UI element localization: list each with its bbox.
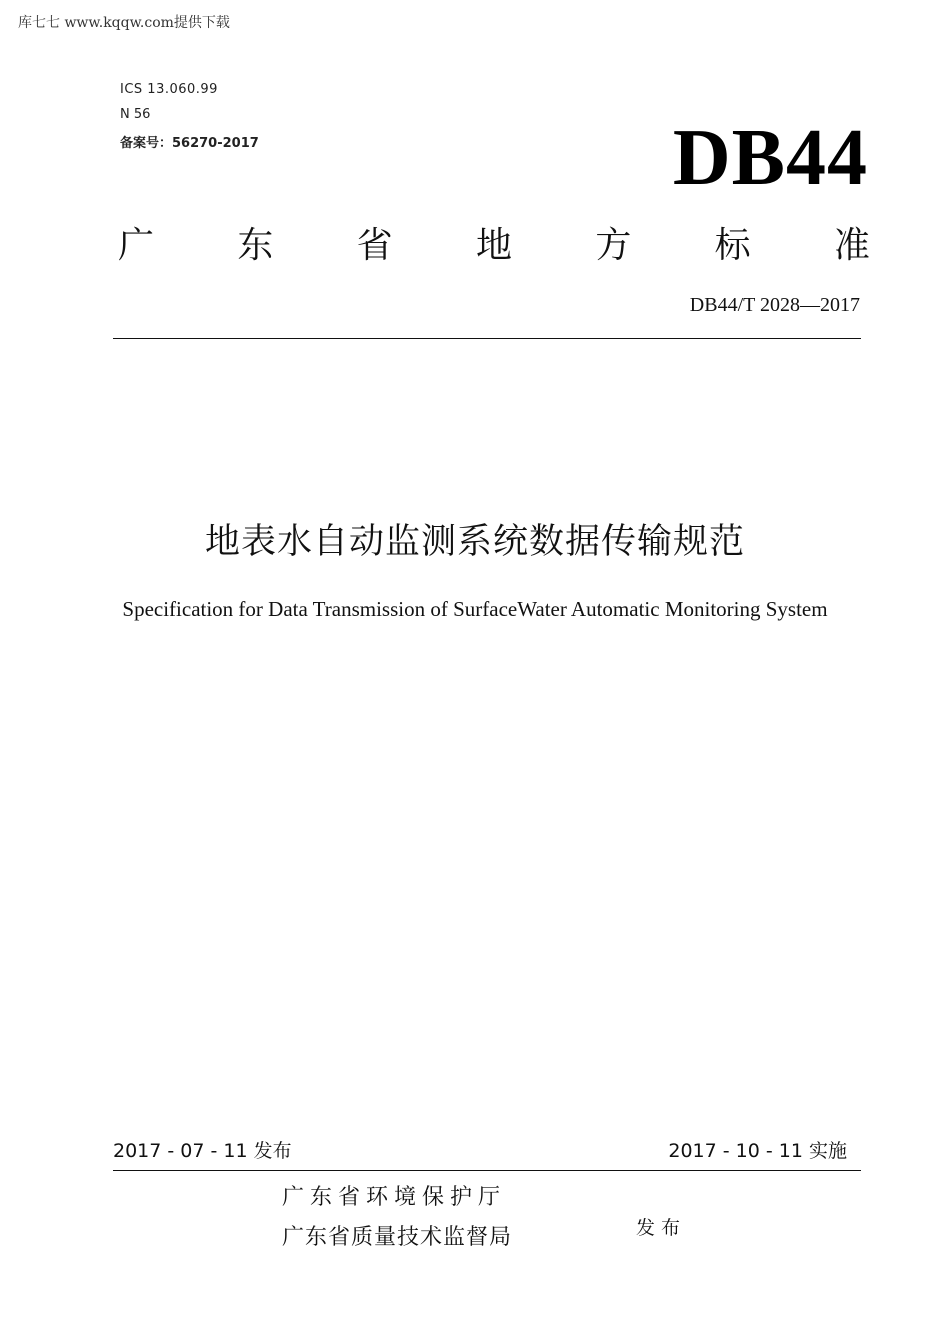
title-english: Specification for Data Transmission of SurfaceWater Automatic Monitoring System xyxy=(122,597,828,621)
standard-type-char: 省 xyxy=(356,225,393,266)
implementation-date: 2017 - 10 - 11 实施 xyxy=(668,1140,847,1162)
watermark-text: 库七七 www.kqqw.com提供下载 xyxy=(18,15,230,31)
issuer-quality-bureau: 广东省质量技术监督局 xyxy=(282,1225,513,1250)
issuer-environment-department: 广东省环境保护厅 xyxy=(282,1185,507,1210)
ccs-code: N 56 xyxy=(120,107,151,122)
ics-code: ICS 13.060.99 xyxy=(120,82,218,97)
standard-type-char: 广 xyxy=(118,225,155,266)
top-divider xyxy=(113,338,861,339)
publish-label: 发布 xyxy=(636,1217,687,1239)
standard-number: DB44/T 2028—2017 xyxy=(689,294,860,316)
standard-type-char: 东 xyxy=(237,225,274,266)
record-number: 备案号：56270-2017 xyxy=(120,136,259,151)
title-chinese: 地表水自动监测系统数据传输规范 xyxy=(204,522,745,562)
standard-type-heading xyxy=(118,222,870,270)
standard-type-char: 准 xyxy=(833,225,870,266)
standard-type-char: 方 xyxy=(595,225,632,266)
bottom-divider xyxy=(113,1170,861,1171)
standard-type-char: 地 xyxy=(475,225,512,266)
standard-type-char: 标 xyxy=(714,225,751,266)
db44-logo: DB44 xyxy=(672,114,868,202)
issue-date: 2017 - 07 - 11 发布 xyxy=(113,1140,292,1162)
